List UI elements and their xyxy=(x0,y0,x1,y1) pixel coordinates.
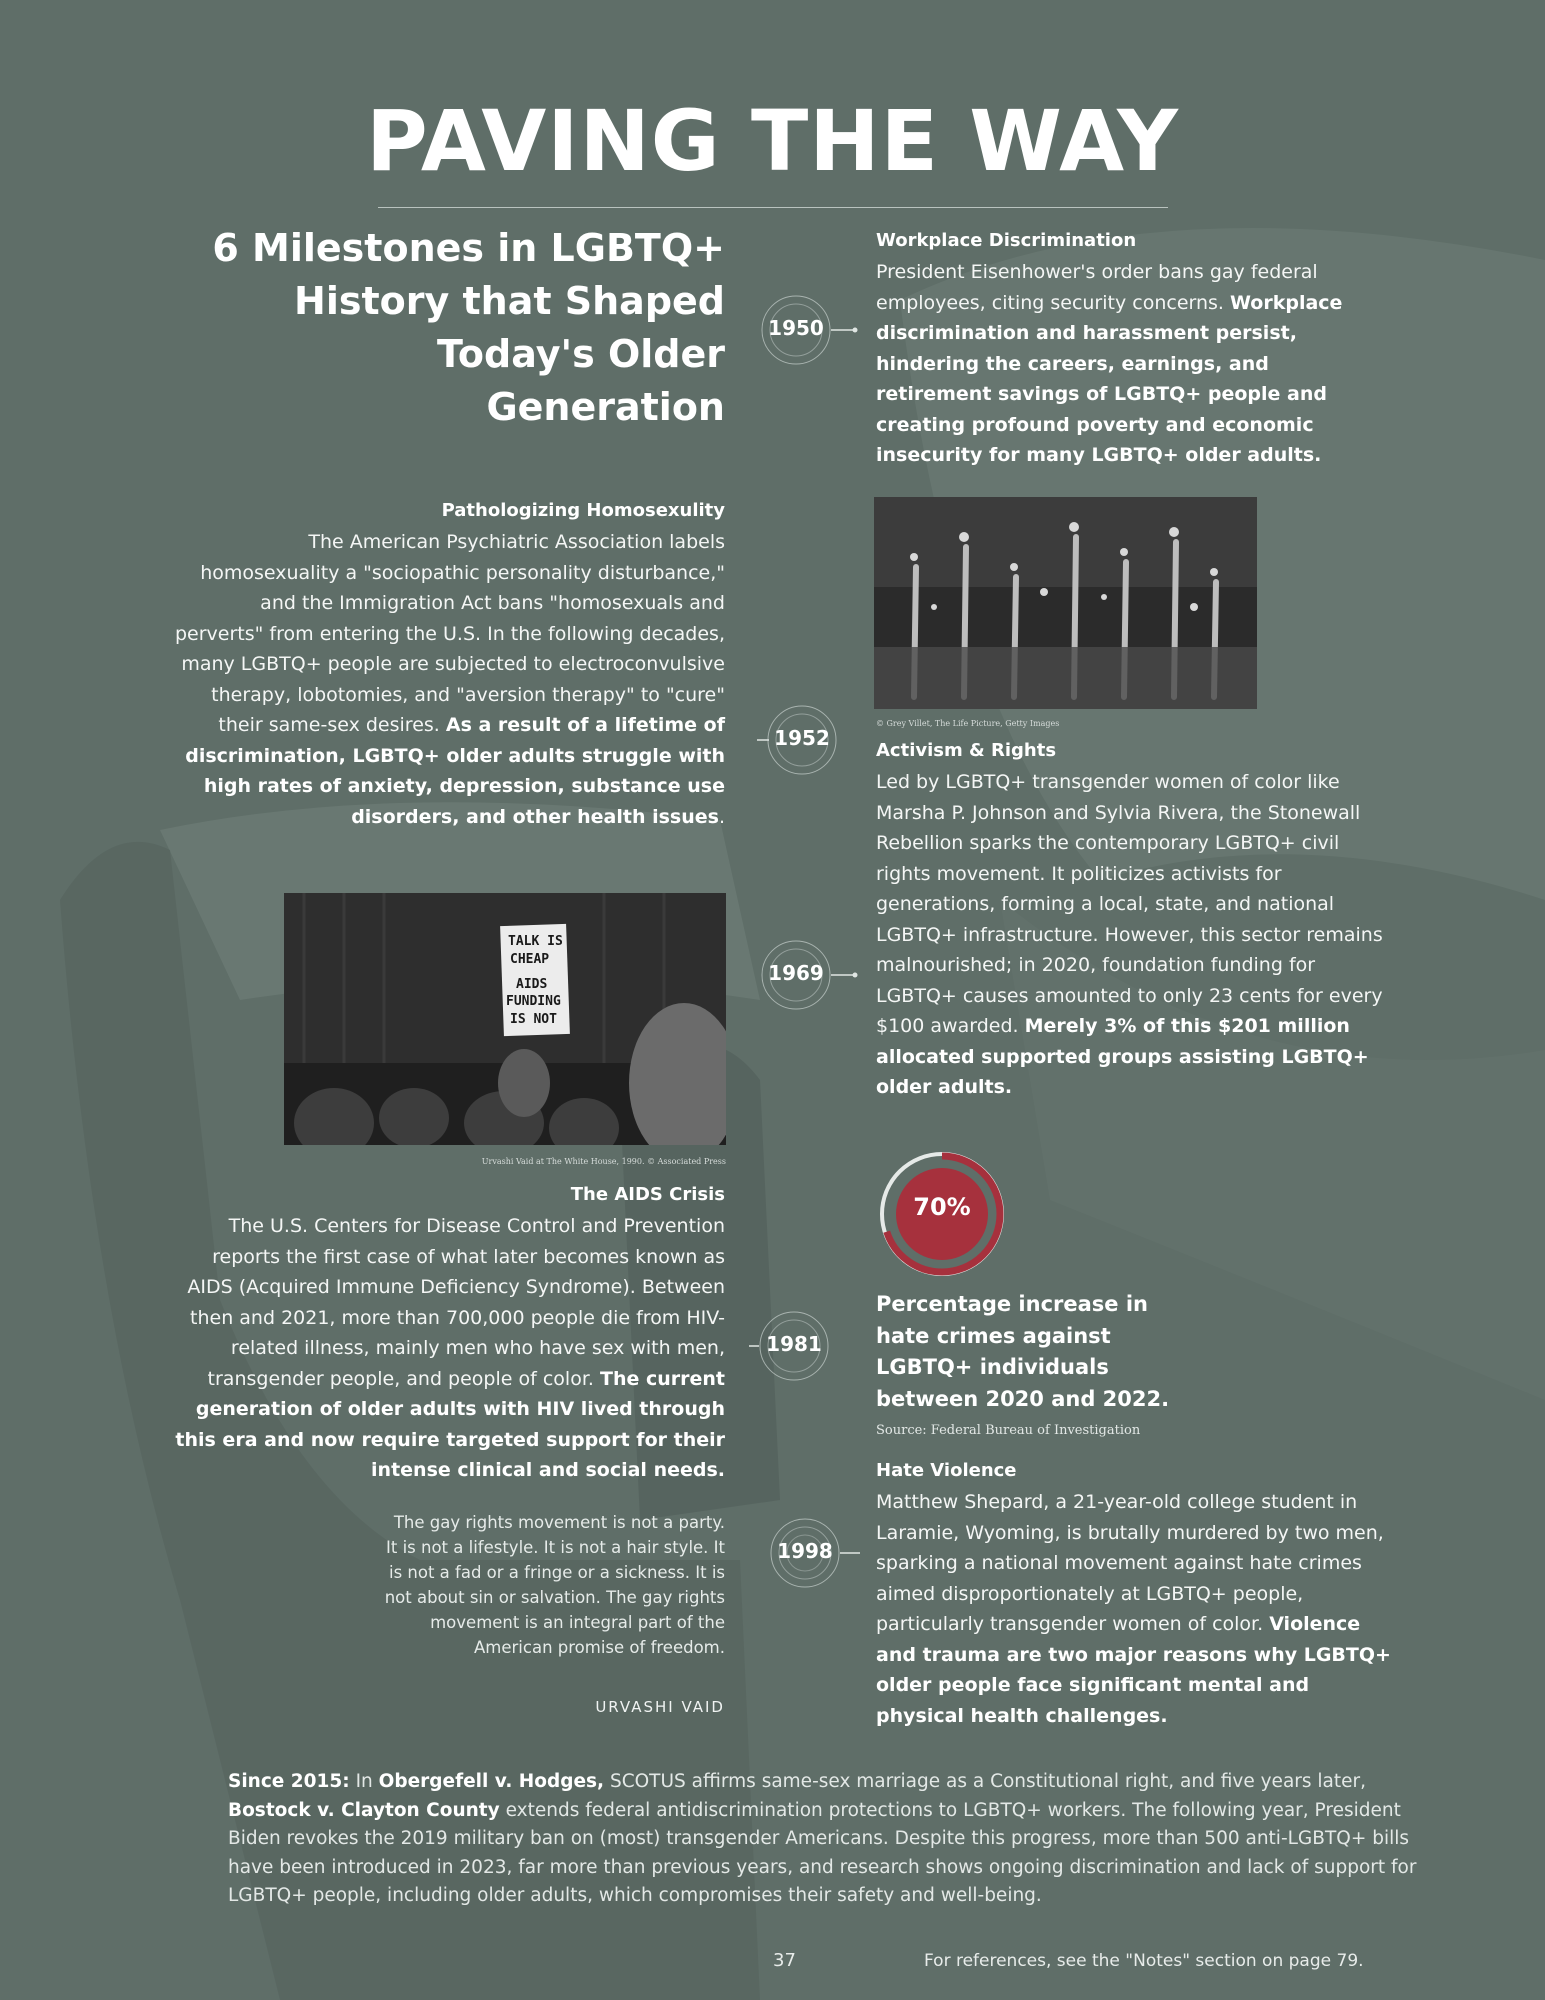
aids-photo-caption: Urvashi Vaid at The White House, 1990. © Associated Press xyxy=(481,1157,726,1166)
milestone-heading: The AIDS Crisis xyxy=(570,1184,725,1205)
pull-quote: The gay rights movement is not a party. It is not a lifestyle. It is not a hair style. It is not a fad or a fringe or a sickness. It is not about sin or salvation. The gay rights movement is an integral part of the American promise of freedom. xyxy=(384,1513,725,1657)
milestone-1981 xyxy=(170,1184,725,1486)
page-number: 37 xyxy=(773,1950,796,1971)
milestone-text: The U.S. Centers for Disease Control and Prevention reports the first case of what later becomes known as AIDS (Acquired Immune Deficiency Syndrome). Between then and 2021, more than 700,000 people die from HIV-related illness, mainly men who have sex with men, transgender people, and people of color. The current generation of older adults with HIV lived through this era and now require targeted support for their intense clinical and social needs. xyxy=(175,1215,725,1481)
milestone-heading: Hate Violence xyxy=(876,1460,1017,1481)
sign-line: AIDS xyxy=(516,977,548,992)
milestone-text: President Eisenhower's order bans gay federal employees, citing security concerns. Workplace discrimination and harassment persist, hindering the careers, earnings, and retirement savings of LGBTQ+ people and creating profound poverty and economic insecurity for many LGBTQ+ older adults. xyxy=(876,261,1343,466)
sign-line: FUNDING xyxy=(506,994,561,1009)
milestone-1969 xyxy=(876,740,1396,1103)
milestone-text: The American Psychiatric Association labels homosexuality a "sociopathic personality disturbance," and the Immigration Act bans "homosexuals and perverts" from entering the U.S. In the following decades, many LGBTQ+ people are subjected to electroconvulsive therapy, lobotomies, and "aversion therapy" to "cure" their same-sex desires. As a result of a lifetime of discrimination, LGBTQ+ older adults struggle with high rates of anxiety, depression, substance use disorders, and other health issues. xyxy=(175,531,725,828)
year-marker-1981 xyxy=(749,1306,859,1386)
page-title: PAVING THE WAY xyxy=(366,92,1179,190)
milestone-1952 xyxy=(170,500,725,832)
year-marker-1969 xyxy=(751,935,861,1015)
since-2015-paragraph: Since 2015: In Obergefell v. Hodges, SCOTUS affirms same-sex marriage as a Constitutional right, and five years later, Bostock v. Clayton County extends federal antidiscrimination protections to LGBTQ+ workers. The following year, President Biden revokes the 2019 military ban on (most) transgender Americans. Despite this progress, more than 500 anti-LGBTQ+ bills have been introduced in 2023, far more than previous years, and research shows ongoing discrimination and lack of support for LGBTQ+ people, including older adults, which compromises their safety and well-being. xyxy=(228,1771,1417,1906)
year-marker-1998 xyxy=(760,1513,870,1593)
milestone-heading: Workplace Discrimination xyxy=(876,230,1137,251)
sign-line: CHEAP xyxy=(510,952,550,967)
stonewall-photo xyxy=(874,497,1257,709)
milestone-text: Led by LGBTQ+ transgender women of color like Marsha P. Johnson and Sylvia Rivera, the Stonewall Rebellion sparks the contemporary LGBTQ+ civil rights movement. It politicizes activists for generations, forming a local, state, and national LGBTQ+ infrastructure. However, this sector remains malnourished; in 2020, foundation funding for LGBTQ+ causes amounted to only 23 cents for every $100 awarded. Merely 3% of this $201 million allocated supported groups assisting LGBTQ+ older adults. xyxy=(876,771,1383,1098)
sign-line: TALK IS xyxy=(508,934,563,949)
year-label: 1969 xyxy=(768,961,824,985)
milestone-text: Matthew Shepard, a 21-year-old college student in Laramie, Wyoming, is brutally murdered by two men, sparking a national movement against hate crimes aimed disproportionately at LGBTQ+ people, particularly transgender women of color. Violence and trauma are two major reasons why LGBTQ+ older people face significant mental and physical health challenges. xyxy=(876,1491,1391,1727)
stat-description: Percentage increase in hate crimes against LGBTQ+ individuals between 2020 and 2022. xyxy=(876,1292,1170,1411)
year-label: 1952 xyxy=(774,726,830,750)
quote-author: URVASHI VAID xyxy=(595,1698,725,1716)
stat-value: 70% xyxy=(913,1193,971,1221)
year-marker-1950 xyxy=(751,290,861,370)
title-divider xyxy=(378,207,1168,208)
references-note: For references, see the "Notes" section on page 79. xyxy=(924,1951,1364,1971)
year-label: 1950 xyxy=(768,316,824,340)
milestone-1998 xyxy=(876,1460,1396,1731)
page-subtitle: 6 Milestones in LGBTQ+ History that Shaped Today's Older Generation xyxy=(212,226,725,429)
milestone-heading: Pathologizing Homosexulity xyxy=(441,500,725,521)
stonewall-photo-caption: © Grey Villet, The Life Picture, Getty Images xyxy=(876,719,1060,728)
sign-line: IS NOT xyxy=(510,1012,557,1027)
year-marker-1952 xyxy=(757,700,867,780)
year-label: 1998 xyxy=(777,1539,833,1563)
stat-source: Source: Federal Bureau of Investigation xyxy=(876,1423,1141,1438)
year-label: 1981 xyxy=(766,1332,822,1356)
milestone-1950 xyxy=(876,230,1376,471)
aids-protest-photo xyxy=(284,893,726,1145)
milestone-heading: Activism & Rights xyxy=(876,740,1057,761)
